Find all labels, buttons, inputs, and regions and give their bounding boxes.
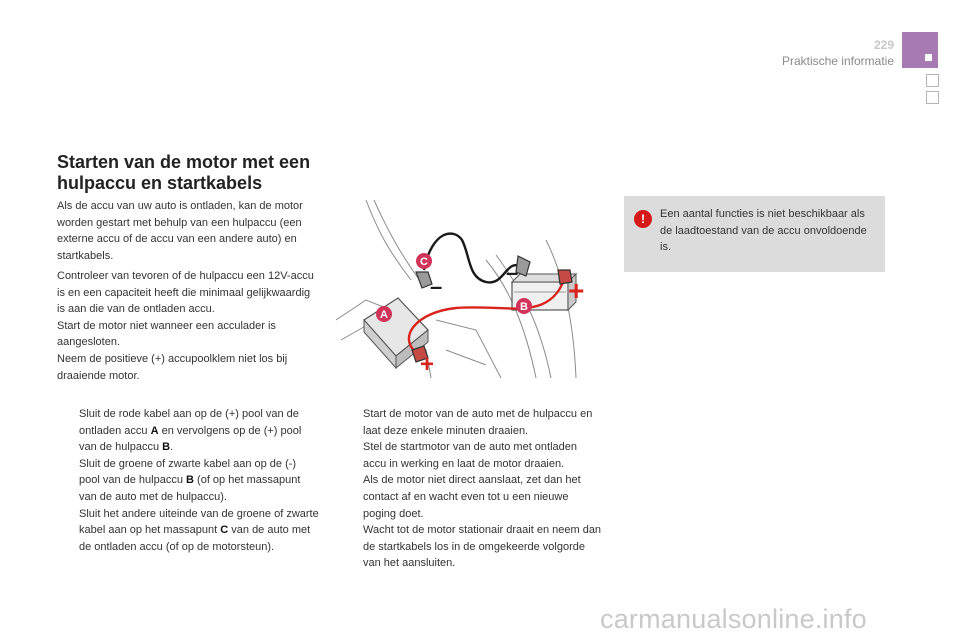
tab-indicator-icon (925, 54, 932, 61)
warning-note (624, 196, 885, 272)
check-line: Controleer van tevoren of de hulpaccu een 12V-accu is en een capaciteit heeft die minimaal gelijkwaardig is aan die van de ontladen accu. (57, 270, 314, 316)
list-item: Sluit het andere uiteinde van de groene of zwarte kabel aan op het massapunt C van de auto met de ontladen accu (of op de motorsteun). (79, 507, 319, 553)
jump-start-illustration (336, 200, 592, 378)
list-item: Stel de startmotor van de auto met ontladen accu in werking en laat de motor draaien. Als de motor niet direct aanslaat, zet dan het contact af en wacht even tot u een nieuwe poging doet. (363, 441, 581, 520)
svg-text:C: C (420, 256, 428, 268)
check-line: Start de motor niet wanneer een acculader is aangesloten. (57, 319, 276, 349)
minus-sign: – (430, 274, 443, 299)
watermark-text: carmanualsonline.info (600, 604, 867, 634)
warning-icon: ! (634, 210, 652, 228)
list-item: Start de motor van de auto met de hulpaccu en laat deze enkele minuten draaien. (363, 408, 593, 437)
list-item: Wacht tot de motor stationair draait en neem dan de startkabels los in de omgekeerde volgorde van het aansluiten. (363, 524, 602, 570)
check-line: Neem de positieve (+) accupoolklem niet los bij draaiende motor. (57, 352, 288, 382)
plus-sign: + (568, 275, 585, 306)
chapter-tab[interactable] (926, 74, 939, 87)
intro-paragraph: Als de accu van uw auto is ontladen, kan de motor worden gestart met behulp van een hulpaccu (een externe accu of de accu van een andere auto) en startkabels. (57, 200, 303, 262)
warning-text: Een aantal functies is niet beschikbaar als de laadtoestand van de accu onvoldoende is. (660, 208, 867, 254)
steps-list-left (57, 406, 319, 555)
badge-b (516, 298, 532, 314)
list-item: Sluit de rode kabel aan op de (+) pool van de ontladen accu A en vervolgens op de (+) pool van de hulpaccu B. (79, 408, 302, 454)
minus-sign: – (506, 260, 519, 285)
page-title: Starten van de motor met een hulpaccu en startkabels (57, 152, 311, 193)
check-paragraph (57, 268, 319, 384)
badge-c (416, 253, 432, 269)
chapter-tab-active[interactable] (902, 32, 938, 68)
plus-sign: + (420, 351, 435, 378)
list-item: Sluit de groene of zwarte kabel aan op de (-) pool van de hulpaccu B (of op het massapunt van de auto met de hulpaccu). (79, 457, 301, 503)
section-label: Praktische informatie (781, 54, 894, 68)
page-number: 229 (873, 38, 894, 52)
chapter-tab[interactable] (926, 91, 939, 104)
svg-text:A: A (380, 309, 388, 321)
svg-text:B: B (520, 301, 528, 313)
badge-a (376, 306, 392, 322)
steps-list-right (341, 406, 603, 572)
